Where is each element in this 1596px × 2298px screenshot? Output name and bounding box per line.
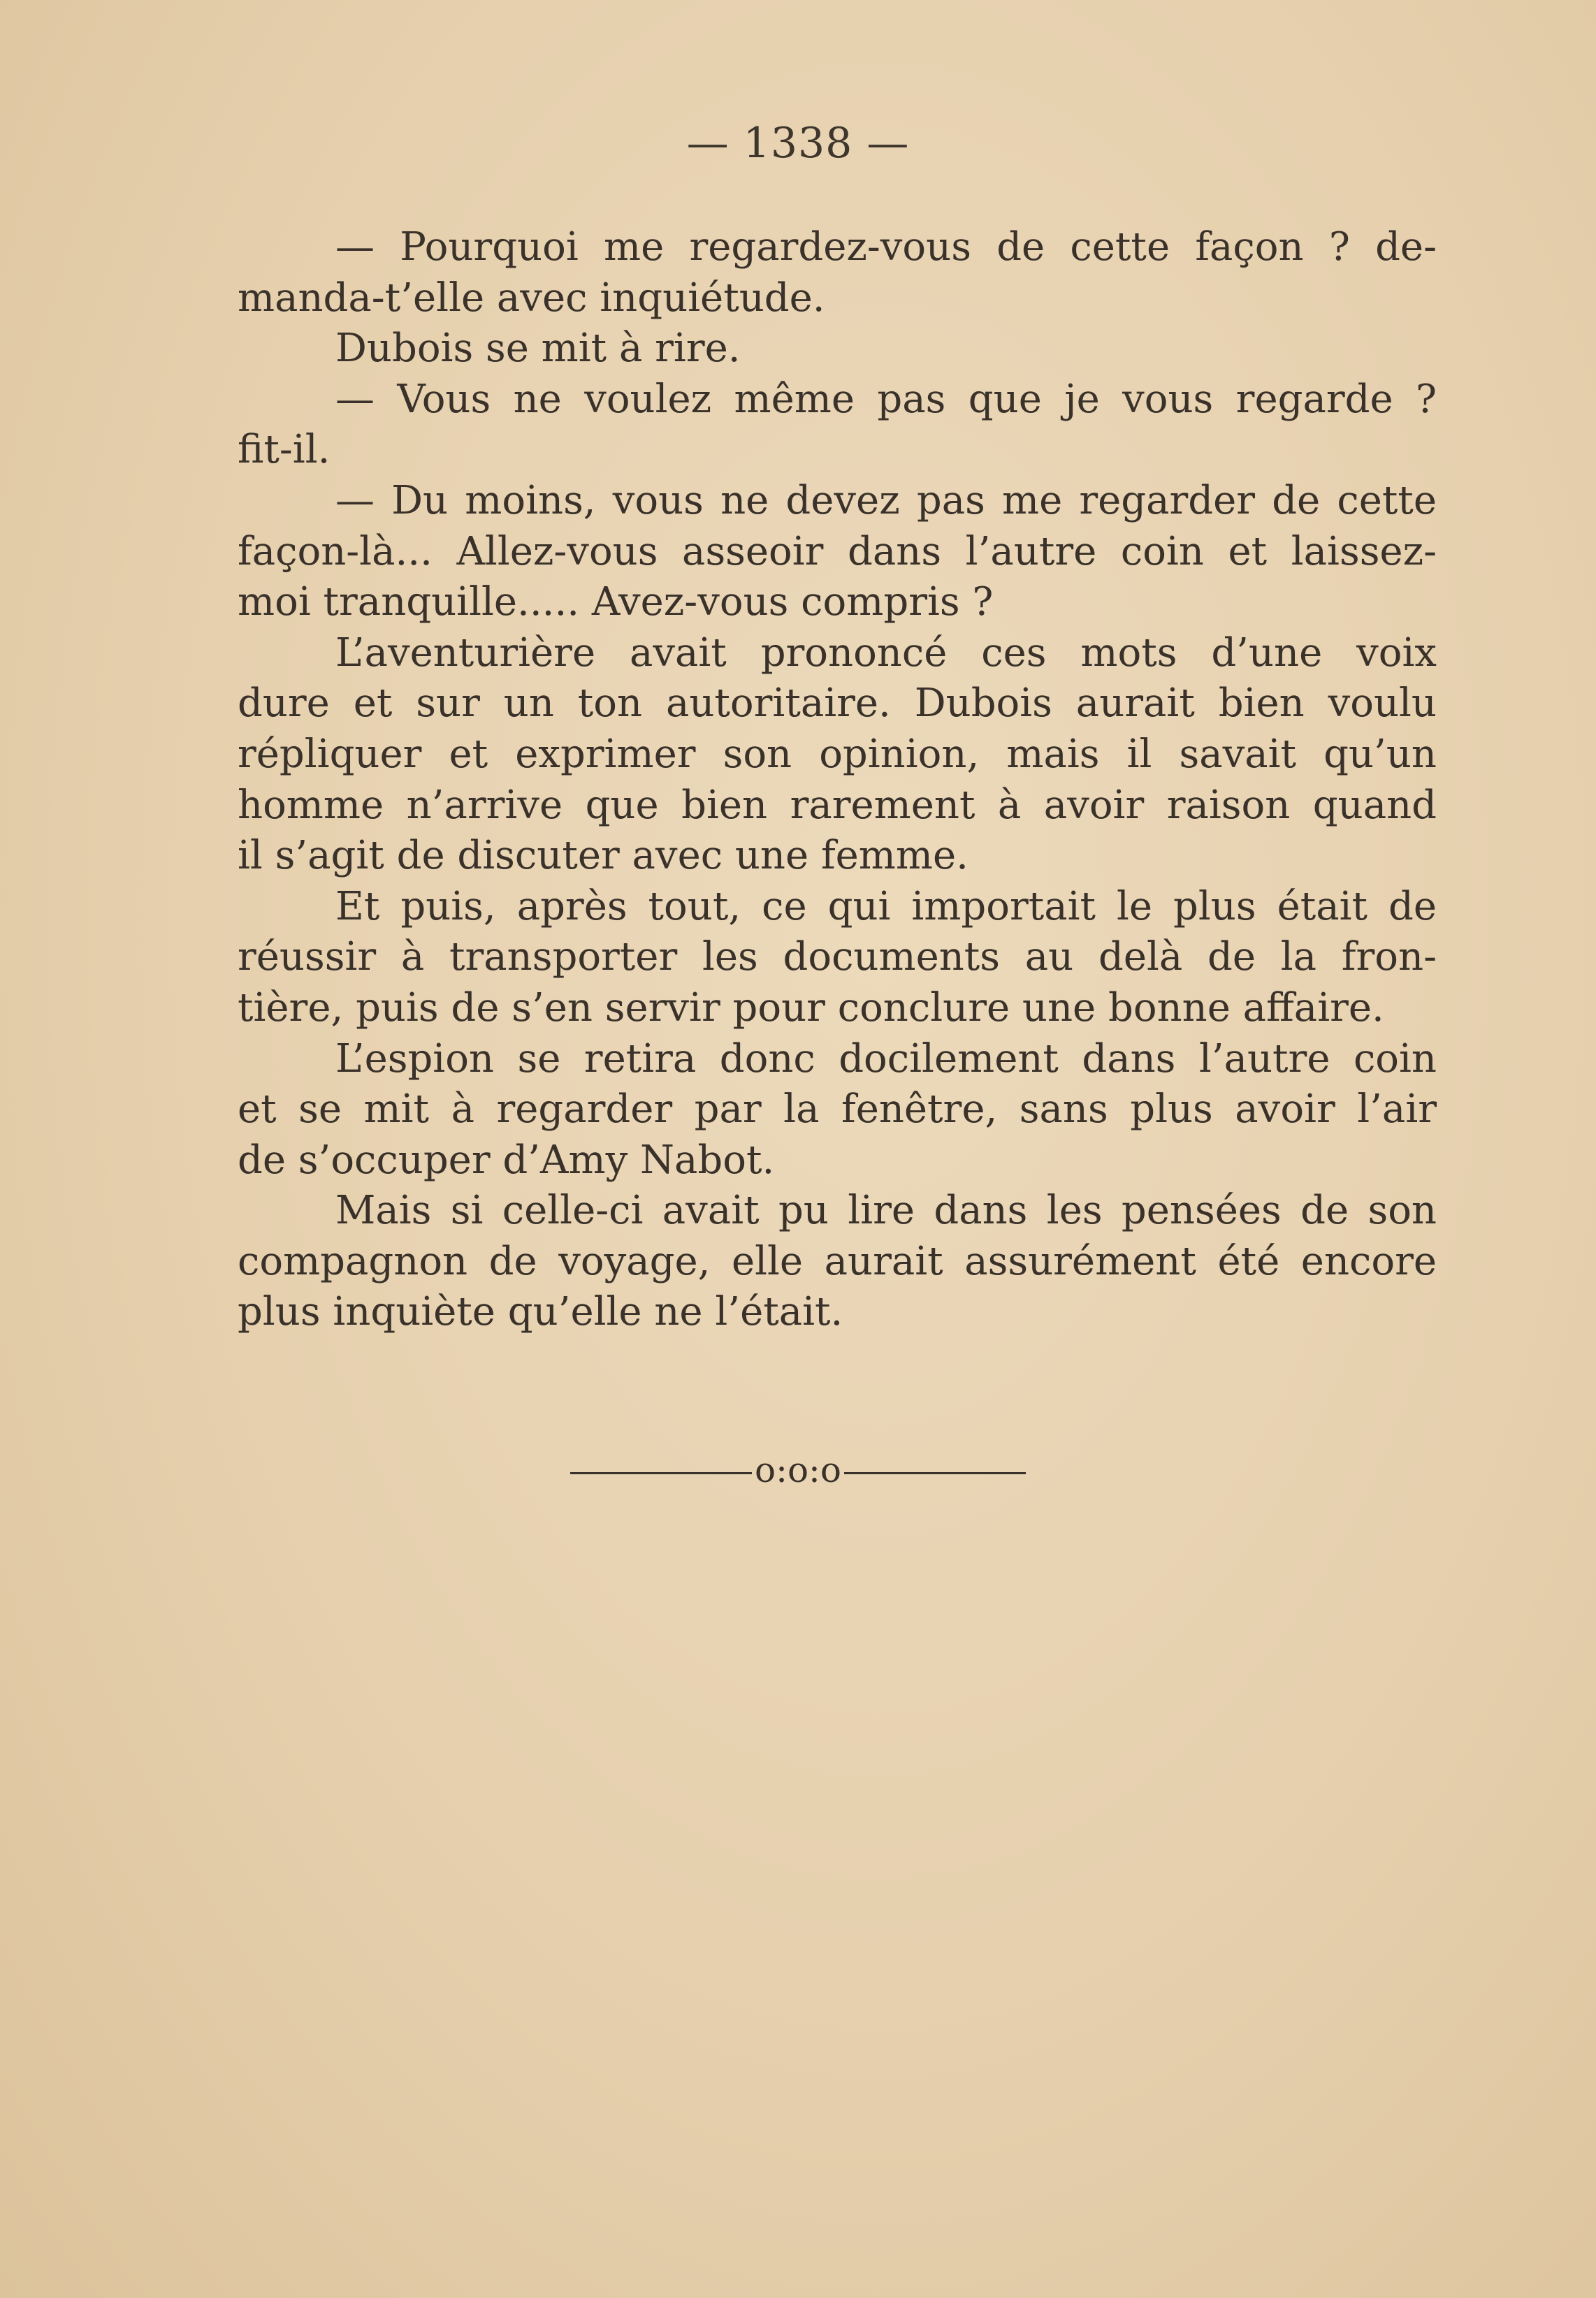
text-line: dure et sur un ton autoritaire. Dubois aurait bien voulu [238, 681, 1437, 727]
text-line: et se mit à regarder par la fenêtre, sans plus avoir l’air [238, 1086, 1437, 1133]
text-line: Et puis, après tout, ce qui importait le plus était de [335, 883, 1437, 929]
text-line: — Vous ne voulez même pas que je vous regarde ? [335, 376, 1437, 422]
text-line: homme n’arrive que bien rarement à avoir raison quand [238, 782, 1437, 828]
text-line: L’espion se retira donc docilement dans l’autre coin [335, 1035, 1437, 1082]
text-line: — Pourquoi me regardez-vous de cette façon ? de- [335, 224, 1437, 270]
body-text [238, 222, 1437, 1338]
separator-rule-right [844, 1472, 1026, 1474]
text-line: de s’occuper d’Amy Nabot. [238, 1137, 775, 1183]
text-line: — Du moins, vous ne devez pas me regarder de cette [335, 477, 1437, 523]
text-line: plus inquiète qu’elle ne l’était. [238, 1289, 843, 1335]
text-line: répliquer et exprimer son opinion, mais il savait qu’un [238, 731, 1437, 777]
text-line: il s’agit de discuter avec une femme. [238, 833, 969, 879]
text-line: Dubois se mit à rire. [335, 326, 741, 372]
separator-rule-left [570, 1472, 752, 1474]
text-line: compagnon de voyage, elle aurait assurément été encore [238, 1238, 1437, 1284]
text-line: L’aventurière avait prononcé ces mots d’une voix [335, 630, 1437, 676]
text-line: Mais si celle-ci avait pu lire dans les pensées de son [335, 1188, 1437, 1234]
section-separator [0, 1450, 1596, 1490]
text-line: moi tranquille..... Avez-vous compris ? [238, 579, 994, 625]
text-line: fit-il. [238, 427, 331, 473]
text-line: tière, puis de s’en servir pour conclure une bonne affaire. [238, 984, 1384, 1031]
text-line: manda-t’elle avec inquiétude. [238, 275, 825, 321]
page-number: — 1338 — [686, 119, 910, 168]
separator-ornament: o:o:o [755, 1450, 841, 1490]
text-line: réussir à transporter les documents au delà de la fron- [238, 934, 1437, 980]
text-line: façon-là... Allez-vous asseoir dans l’autre coin et laissez- [238, 528, 1437, 574]
